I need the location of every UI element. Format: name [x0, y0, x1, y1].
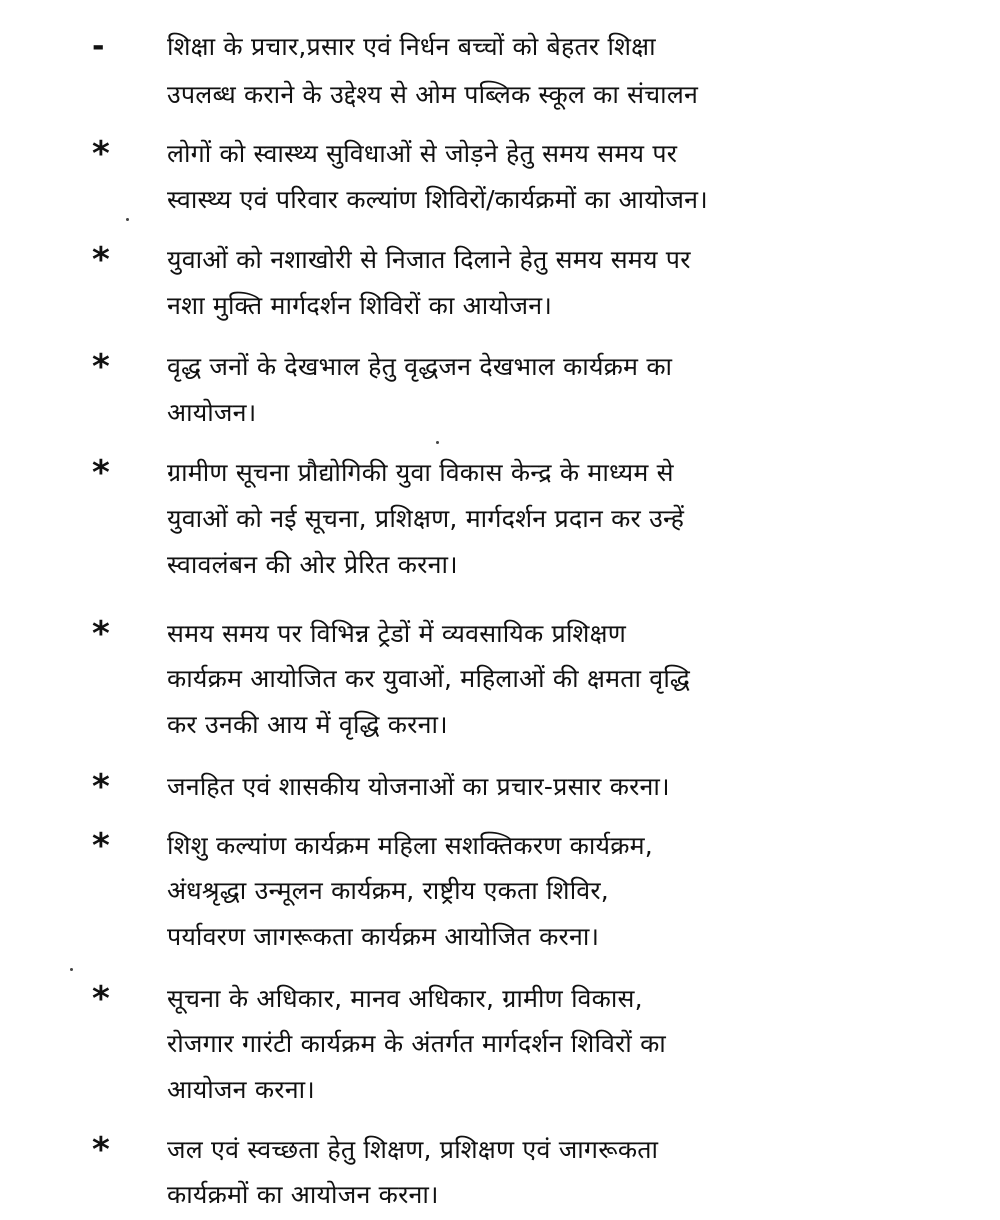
dash-bullet: -: [92, 29, 105, 64]
list-item-line: ग्रामीण सूचना प्रौद्योगिकी युवा विकास केन्द्र के माध्यम से: [167, 458, 674, 487]
list-item-line: युवाओं को नई सूचना, प्रशिक्षण, मार्गदर्शन प्रदान कर उन्हें: [167, 504, 685, 533]
list-item-line: आयोजन करना।: [167, 1075, 315, 1104]
list-item-line: पर्यावरण जागरूकता कार्यक्रम आयोजित करना।: [167, 922, 600, 951]
list-item-line: वृद्ध जनों के देखभाल हेतु वृद्धजन देखभाल कार्यक्रम का: [167, 352, 673, 381]
list-item-line: शिशु कल्यांण कार्यक्रम महिला सशक्तिकरण कार्यक्रम,: [167, 831, 653, 860]
list-item-line: लोगों को स्वास्थ्य सुविधाओं से जोड़ने हेतु समय समय पर: [167, 139, 678, 168]
list-item-line: आयोजन।: [167, 398, 257, 427]
asterisk-bullet: *: [92, 240, 110, 280]
asterisk-bullet: *: [92, 767, 110, 807]
list-item-line: स्वावलंबन की ओर प्रेरित करना।: [167, 550, 458, 579]
asterisk-bullet: *: [92, 614, 110, 654]
list-item-line: कार्यक्रमों का आयोजन करना।: [167, 1180, 439, 1209]
asterisk-bullet: *: [92, 347, 110, 387]
scan-speck: [436, 441, 439, 444]
list-item-line: उपलब्ध कराने के उद्देश्य से ओम पब्लिक स्कूल का संचालन: [167, 80, 699, 109]
asterisk-bullet: *: [92, 826, 110, 866]
scan-speck: [70, 968, 73, 971]
list-item-line: शिक्षा के प्रचार,प्रसार एवं निर्धन बच्चों को बेहतर शिक्षा: [167, 32, 656, 61]
list-item-line: जल एवं स्वच्छता हेतु शिक्षण, प्रशिक्षण एवं जागरूकता: [167, 1135, 659, 1164]
list-item-line: युवाओं को नशाखोरी से निजात दिलाने हेतु समय समय पर: [167, 245, 691, 274]
list-item-line: समय समय पर विभिन्न ट्रेडों में व्यवसायिक प्रशिक्षण: [167, 619, 627, 648]
list-item-line: कार्यक्रम आयोजित कर युवाओं, महिलाओं की क्षमता वृद्धि: [167, 664, 691, 693]
asterisk-bullet: *: [92, 979, 110, 1019]
scan-speck: [126, 218, 129, 221]
asterisk-bullet: *: [92, 134, 110, 174]
asterisk-bullet: *: [92, 453, 110, 493]
list-item-line: जनहित एवं शासकीय योजनाओं का प्रचार-प्रसार करना।: [167, 772, 670, 801]
list-item-line: सूचना के अधिकार, मानव अधिकार, ग्रामीण विकास,: [167, 984, 643, 1013]
list-item-line: अंधश्रृद्धा उन्मूलन कार्यक्रम, राष्ट्रीय एकता शिविर,: [167, 876, 609, 905]
list-item-line: स्वास्थ्य एवं परिवार कल्यांण शिविरों/कार्यक्रमों का आयोजन।: [167, 185, 708, 214]
asterisk-bullet: *: [92, 1130, 110, 1170]
list-item-line: नशा मुक्ति मार्गदर्शन शिविरों का आयोजन।: [167, 291, 553, 320]
list-item-line: कर उनकी आय में वृद्धि करना।: [167, 710, 448, 739]
list-item-line: रोजगार गारंटी कार्यक्रम के अंतर्गत मार्गदर्शन शिविरों का: [167, 1029, 666, 1058]
